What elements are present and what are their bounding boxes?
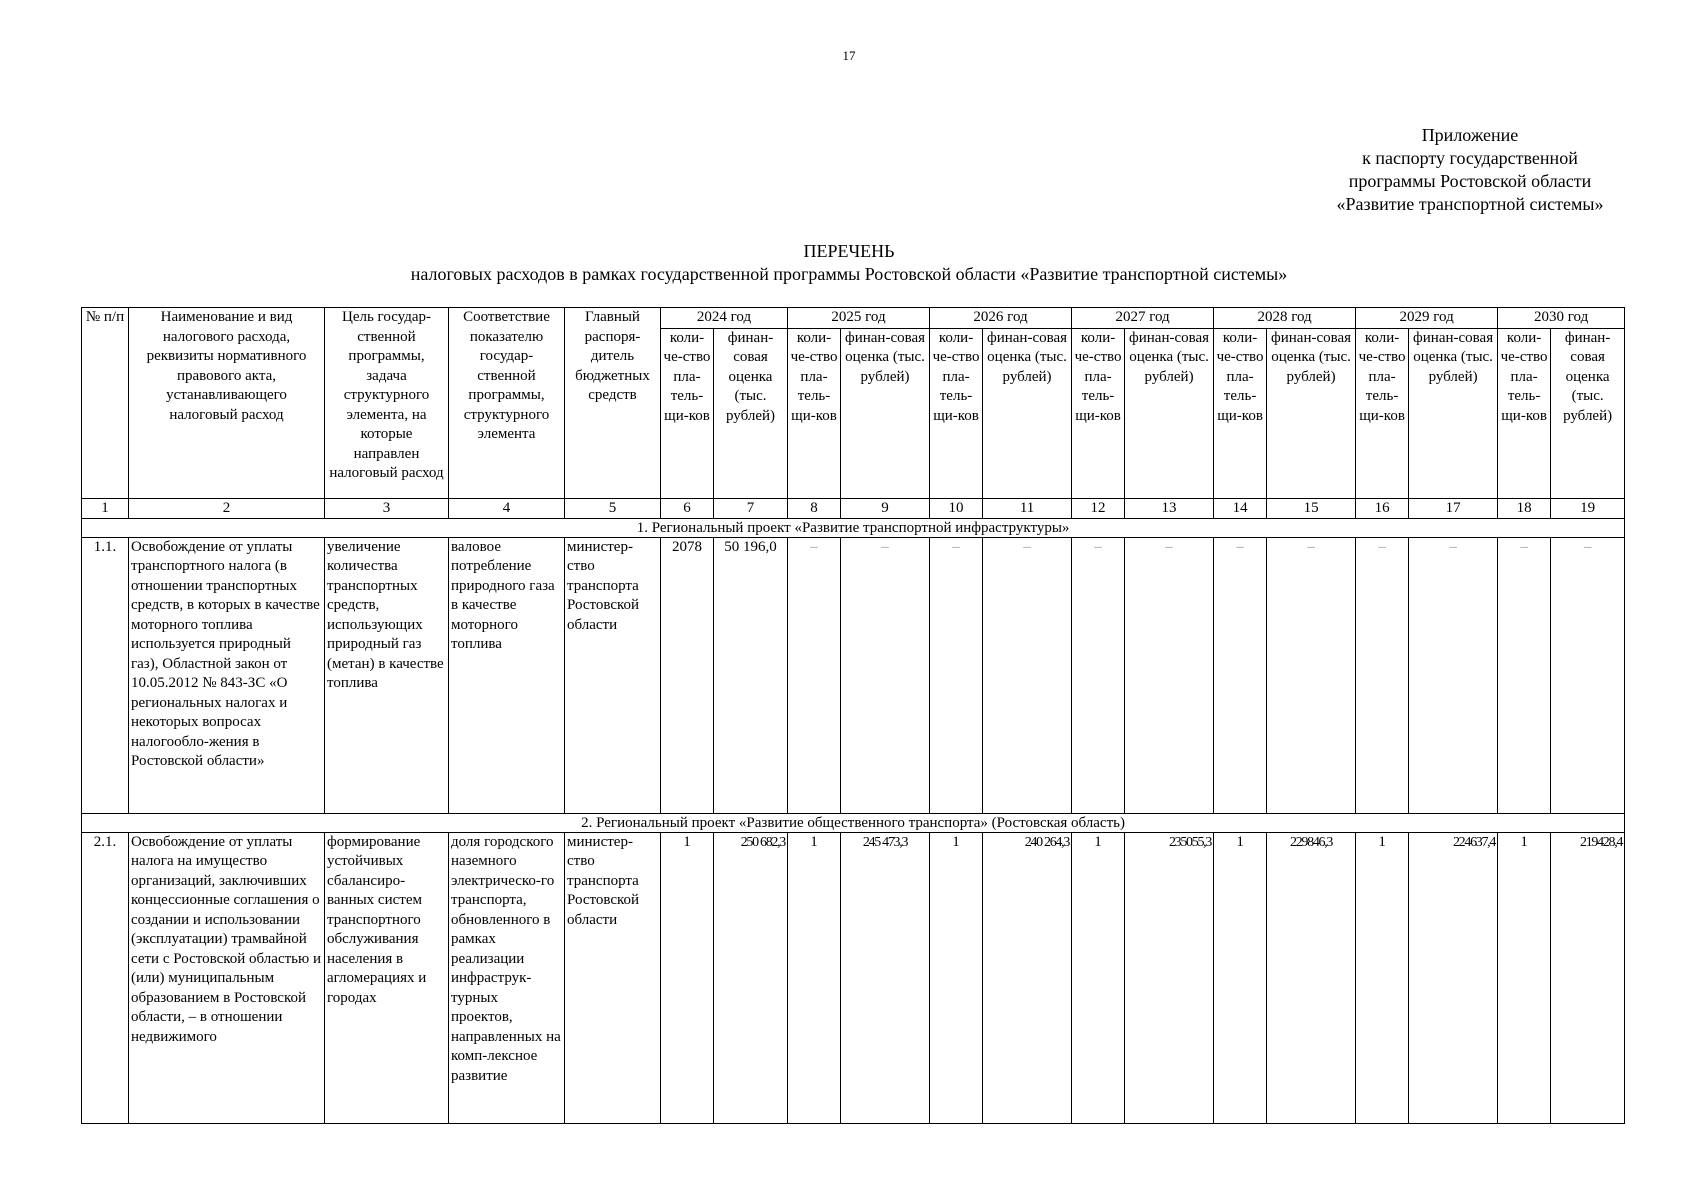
section-title: 2. Региональный проект «Развитие общественного транспорта» (Ростовская область) (82, 813, 1625, 832)
value-cell: 1 (788, 832, 841, 1123)
section-title: 1. Региональный проект «Развитие транспортной инфраструктуры» (82, 518, 1625, 537)
header-year: 2030 год (1498, 308, 1625, 329)
column-number: 15 (1267, 498, 1356, 518)
column-number: 8 (788, 498, 841, 518)
title-line-1: ПЕРЕЧЕНЬ (803, 241, 895, 261)
value-cell: – (841, 537, 930, 813)
section-row (82, 518, 1625, 537)
tax-expenses-table (81, 307, 1625, 1124)
value-cell: – (1072, 537, 1125, 813)
header-count: коли-че-ство пла-тель-щи-ков (788, 328, 841, 498)
header-year: 2029 год (1356, 308, 1498, 329)
column-number: 16 (1356, 498, 1409, 518)
header-year: 2027 год (1072, 308, 1214, 329)
column-number: 14 (1214, 498, 1267, 518)
appendix-line: программы Ростовской области (1348, 171, 1592, 191)
header-fin: финан-совая оценка (тыс. рублей) (983, 328, 1072, 498)
page-number: 17 (842, 48, 856, 63)
appendix-line: «Развитие транспортной системы» (1336, 194, 1604, 214)
header-fin: финан-совая оценка (тыс. рублей) (1409, 328, 1498, 498)
document-title (0, 240, 1698, 286)
header-fin: финан-совая оценка (тыс. рублей) (1267, 328, 1356, 498)
value-cell: – (1498, 537, 1551, 813)
header-year: 2026 год (930, 308, 1072, 329)
header-fin: финан-совая оценка (тыс. рублей) (841, 328, 930, 498)
header-fin: финан-совая оценка (тыс. рублей) (1551, 328, 1625, 498)
value-cell: 1 (1498, 832, 1551, 1123)
column-number: 1 (82, 498, 129, 518)
header-year: 2028 год (1214, 308, 1356, 329)
value-cell: 229846,3 (1267, 832, 1356, 1123)
header-indicator: Соответствие показателю государ-ственной программы, структурного элемента (449, 308, 565, 499)
table-row (82, 537, 1625, 813)
column-number: 19 (1551, 498, 1625, 518)
value-cell: 235055,3 (1125, 832, 1214, 1123)
appendix-line: к паспорту государственной (1362, 148, 1578, 168)
value-cell: 245 473,3 (841, 832, 930, 1123)
value-cell: 219428,4 (1551, 832, 1625, 1123)
value-cell: 240 264,3 (983, 832, 1072, 1123)
header-count: коли-че-ство пла-тель-щи-ков (930, 328, 983, 498)
row-goal: формирование устойчивых сбалансиро-ванных систем транспортного обслуживания населения в агломерациях и городах (325, 832, 449, 1123)
header-name: Наименование и вид налогового расхода, реквизиты нормативного правового акта, устанавливающего налоговый расход (129, 308, 325, 499)
value-cell: – (1214, 537, 1267, 813)
value-cell: – (1409, 537, 1498, 813)
value-cell: – (983, 537, 1072, 813)
header-row-years (82, 308, 1625, 329)
value-cell: 1 (661, 832, 714, 1123)
header-count: коли-че-ство пла-тель-щи-ков (1356, 328, 1409, 498)
appendix-line: Приложение (1421, 125, 1519, 145)
value-cell: – (1125, 537, 1214, 813)
column-number: 13 (1125, 498, 1214, 518)
header-count: коли-че-ство пла-тель-щи-ков (1072, 328, 1125, 498)
title-line-2: налоговых расходов в рамках государственной программы Ростовской области «Развитие транспортной системы» (410, 264, 1288, 284)
row-name: Освобождение от уплаты налога на имущество организаций, заключивших концессионные соглашения о создании и использовании (эксплуатации) трамвайной сети с Ростовской областью и (или) муниципальным образованием в Ростовской области, – в отношении недвижимого (129, 832, 325, 1123)
value-cell: 1 (930, 832, 983, 1123)
row-goal: увеличение количества транспортных средств, использующих природный газ (метан) в качестве топлива (325, 537, 449, 813)
value-cell: – (788, 537, 841, 813)
header-fin: финан-совая оценка (тыс. рублей) (714, 328, 788, 498)
column-number: 3 (325, 498, 449, 518)
header-year: 2025 год (788, 308, 930, 329)
column-number: 10 (930, 498, 983, 518)
table-row (82, 832, 1625, 1123)
column-number: 5 (565, 498, 661, 518)
value-cell: 250 682,3 (714, 832, 788, 1123)
section-row (82, 813, 1625, 832)
value-cell: – (1267, 537, 1356, 813)
header-count: коли-че-ство пла-тель-щи-ков (1498, 328, 1551, 498)
row-indicator: доля городского наземного электрическо-го транспорта, обновленного в рамках реализации инфраструк-турных проектов, направленных на комп-лексное развитие (449, 832, 565, 1123)
row-manager: министер-ство транспорта Ростовской области (565, 537, 661, 813)
value-cell: – (1356, 537, 1409, 813)
column-numbers-row (82, 498, 1625, 518)
value-cell: – (1551, 537, 1625, 813)
header-fin: финан-совая оценка (тыс. рублей) (1125, 328, 1214, 498)
value-cell: 50 196,0 (714, 537, 788, 813)
header-num: № п/п (82, 308, 129, 499)
row-indicator: валовое потребление природного газа в качестве моторного топлива (449, 537, 565, 813)
column-number: 9 (841, 498, 930, 518)
column-number: 7 (714, 498, 788, 518)
column-number: 17 (1409, 498, 1498, 518)
column-number: 4 (449, 498, 565, 518)
column-number: 12 (1072, 498, 1125, 518)
row-num: 1.1. (82, 537, 129, 813)
header-goal: Цель государ-ственной программы, задача структурного элемента, на которые направлен налоговый расход (325, 308, 449, 499)
header-manager: Главный распоря-дитель бюджетных средств (565, 308, 661, 499)
value-cell: 1 (1214, 832, 1267, 1123)
row-num: 2.1. (82, 832, 129, 1123)
value-cell: 2078 (661, 537, 714, 813)
column-number: 18 (1498, 498, 1551, 518)
row-name: Освобождение от уплаты транспортного налога (в отношении транспортных средств, в которых в качестве моторного топлива используется природный газ), Областной закон от 10.05.2012 № 843-ЗС «О региональных налогах и некоторых вопросах налогообло-жения в Ростовской области» (129, 537, 325, 813)
column-number: 2 (129, 498, 325, 518)
value-cell: 1 (1072, 832, 1125, 1123)
value-cell: – (930, 537, 983, 813)
header-count: коли-че-ство пла-тель-щи-ков (661, 328, 714, 498)
value-cell: 224637,4 (1409, 832, 1498, 1123)
header-year: 2024 год (661, 308, 788, 329)
row-manager: министер-ство транспорта Ростовской области (565, 832, 661, 1123)
appendix-block (1300, 124, 1640, 216)
header-count: коли-че-ство пла-тель-щи-ков (1214, 328, 1267, 498)
column-number: 11 (983, 498, 1072, 518)
value-cell: 1 (1356, 832, 1409, 1123)
column-number: 6 (661, 498, 714, 518)
